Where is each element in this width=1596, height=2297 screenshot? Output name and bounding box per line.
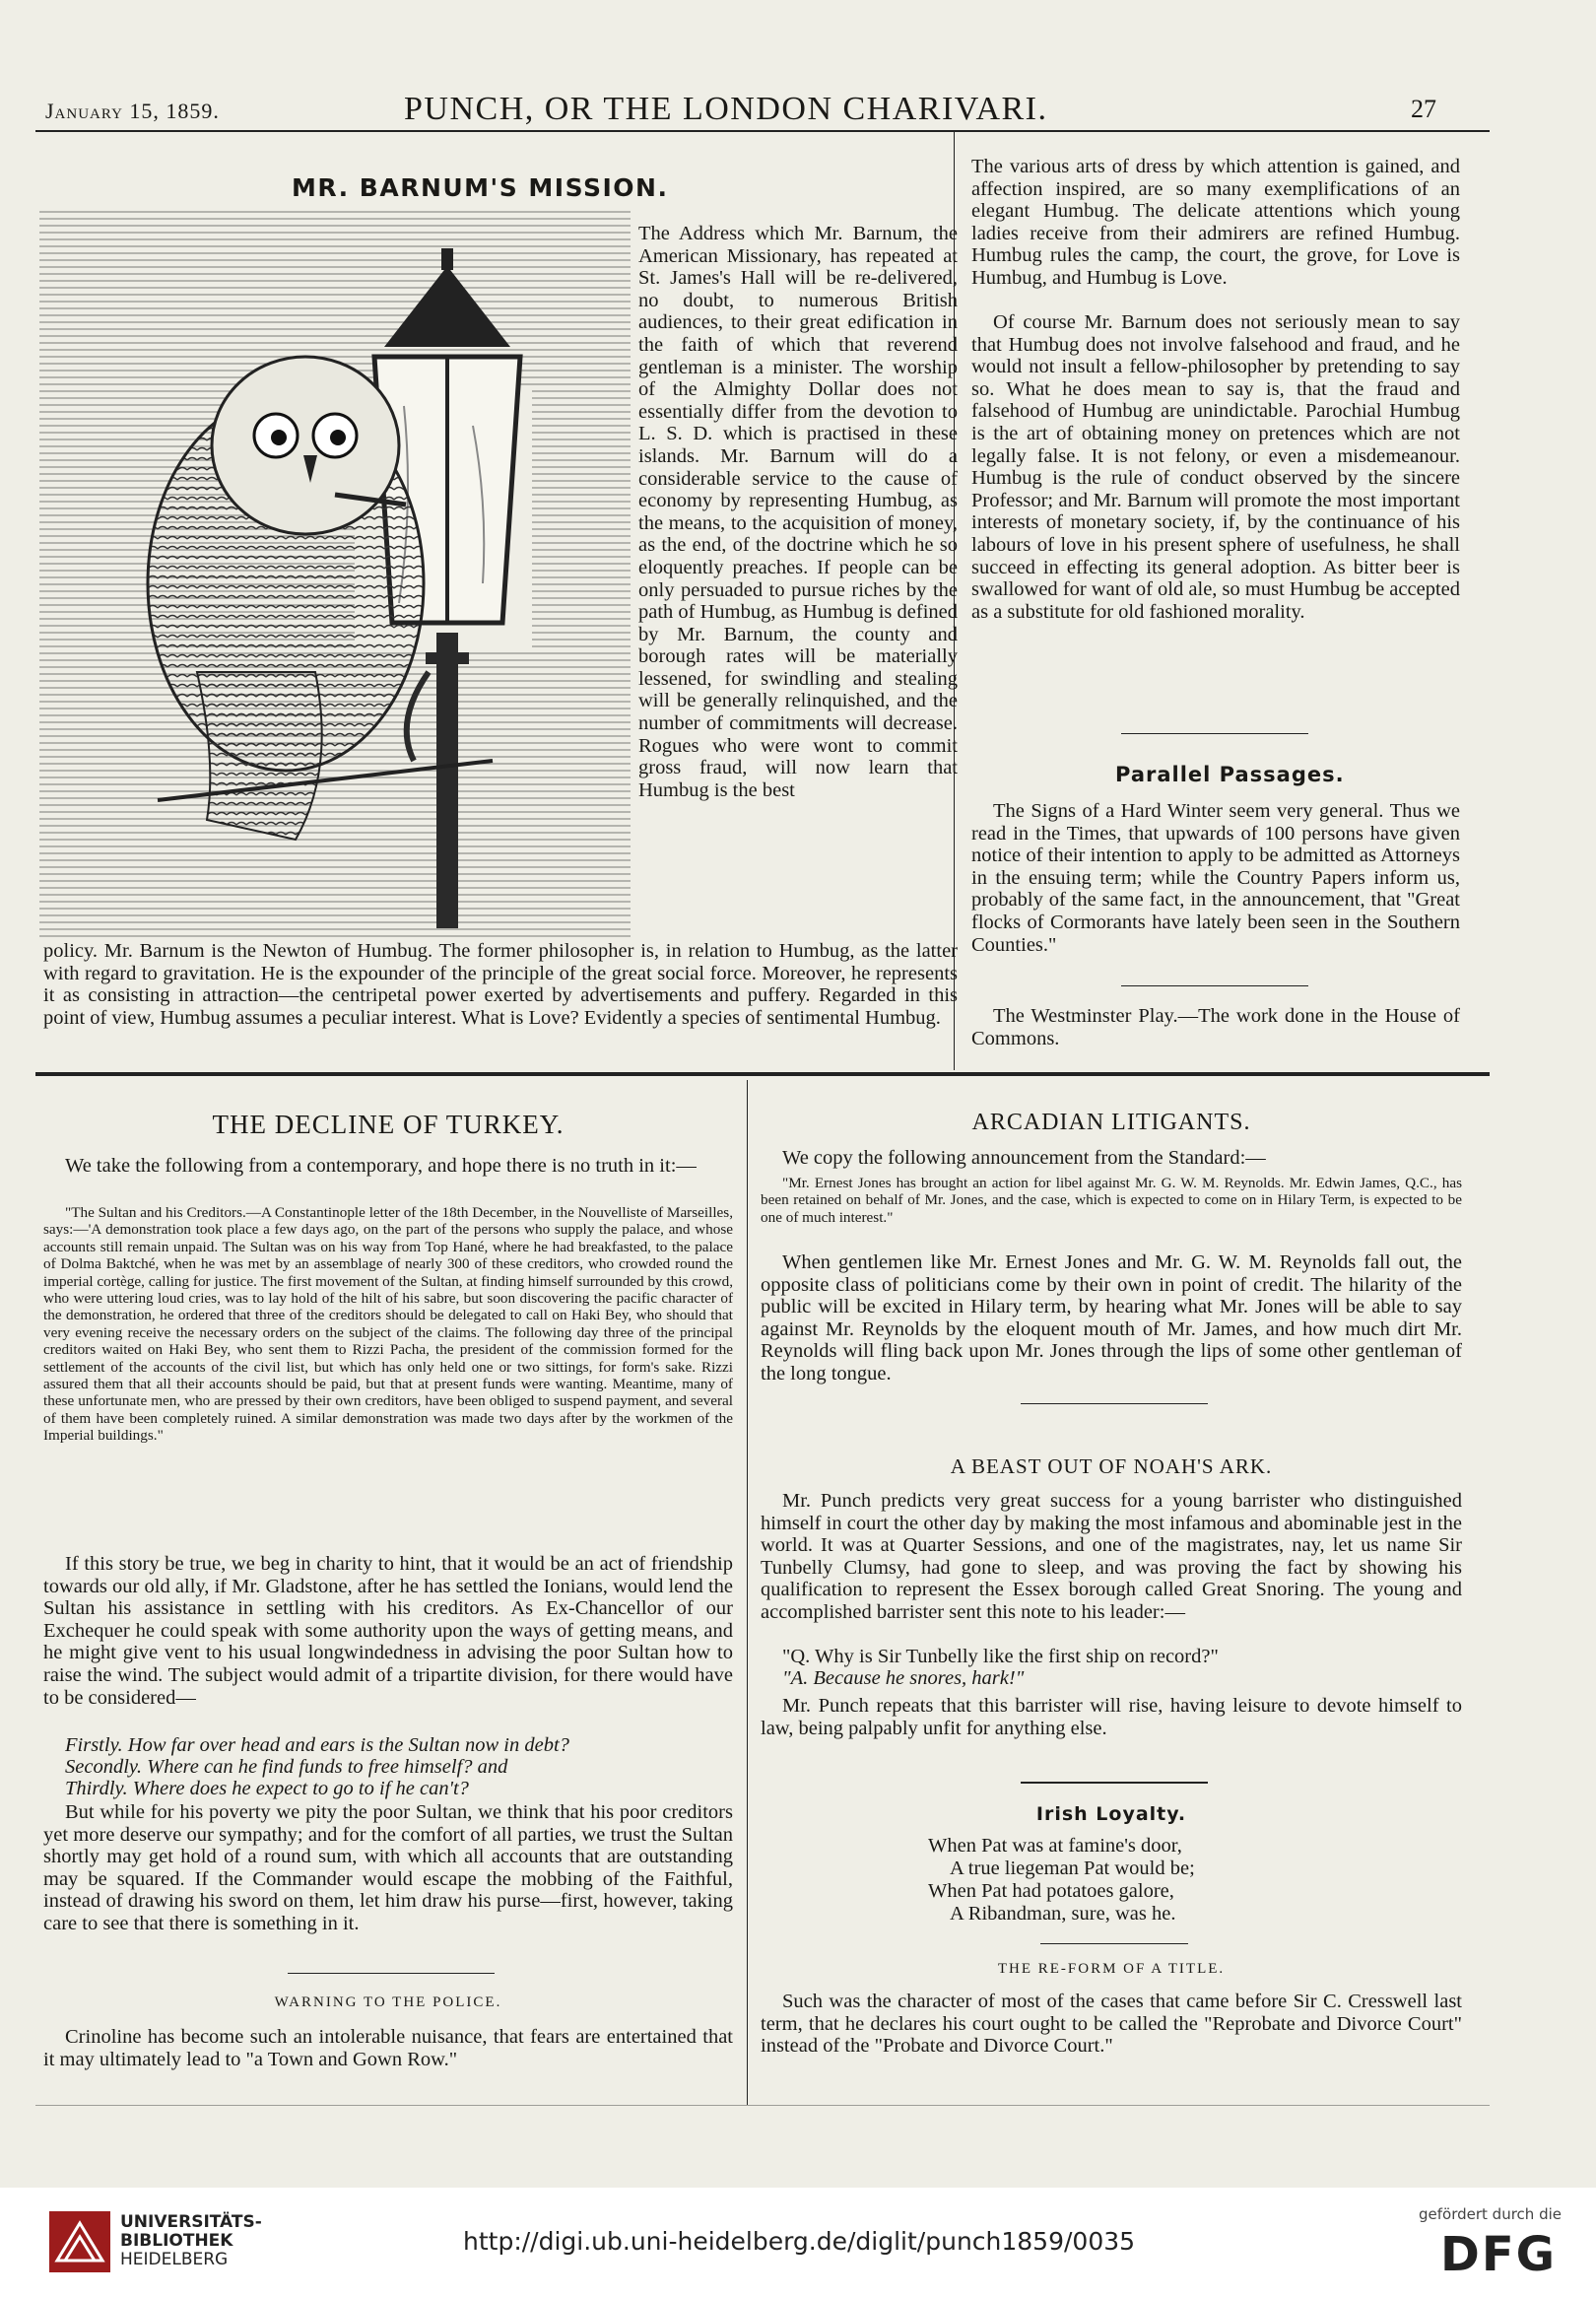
turkey-quote: "The Sultan and his Creditors.—A Constantinople letter of the 18th December, in the Nouvelliste of Marseilles, says:—'A demonstration took place a few days ago, on the part of the persons who supply the palace, and whose accounts still remain unpaid. The Sultan was on his way from Top Hané, where he had breakfasted, to the palace of Dolma Baktché, when he was met by an assemblage of nearly 300 of these creditors, who crowded round the imperial cortège, calling for justice. The first movement of the Sultan, at finding himself surrounded by this crowd, who were uttering loud cries, was to lay hold of the hilt of his sabre, but soon discovering the pacific character of the demonstration, he ordered that three of the creditors should be delegated to call on Haki Bey, who should that very evening receive the necessary orders on the subject of the claims. The following day three of the principal creditors waited on Haki Bey, who sent them to Rizzi Pacha, the president of the commission formed for the settlement of the accounts of the civil list, but which has only held one or two sittings, for form's sake. Rizzi assured them that all their accounts should be paid, but that at present funds were wanting. Meantime, many of these unfortunate men, who are pressed by their own creditors, have been obliged to suspend payment, and several of them have been completely ruined. A similar demonstration was made two days after by the workmen of the Imperial buildings." bbox=[43, 1204, 733, 1445]
poem-line: A Ribandman, sure, was he. bbox=[950, 1903, 1176, 1925]
arcadian-text: When gentlemen like Mr. Ernest Jones and Mr. G. W. M. Reynolds fall out, the opposite class of politicians come by their own in point of credit. The hilarity of the public will be excited in Hilary term, by hearing what Mr. Jones will be able to say against Mr. Reynolds by the eloquent mouth of Mr. James, and how much dirt Mr. Reynolds will fling back upon Mr. Jones through the lips of some other gentleman of the long tongue. bbox=[761, 1251, 1462, 1385]
beast-answer: "A. Because he snores, hark!" bbox=[782, 1667, 1025, 1689]
turkey-intro: We take the following from a contemporary, and hope there is no truth in it:— bbox=[65, 1155, 697, 1177]
westminster-play: The Westminster Play.—The work done in the House of Commons. bbox=[971, 1005, 1460, 1049]
turkey-heading: THE DECLINE OF TURKEY. bbox=[212, 1110, 565, 1139]
masthead-title: PUNCH, OR THE LONDON CHARIVARI. bbox=[404, 91, 1048, 127]
beast-heading: A BEAST OUT OF NOAH'S ARK. bbox=[950, 1454, 1273, 1478]
poem-line: When Pat was at famine's door, bbox=[928, 1835, 1182, 1857]
source-url-link[interactable]: http://digi.ub.uni-heidelberg.de/diglit/punch1859/0035 bbox=[463, 2227, 1136, 2256]
parallel-passages-text: The Signs of a Hard Winter seem very general. Thus we read in the Times, that upwards of 100 persons have given notice of their intention to apply to be admitted as Attorneys in the ensuing term; while the Country Papers inform us, probably of the same fact, in the announcement, that "Great flocks of Cormorants have lately been seen in the Southern Counties." bbox=[971, 800, 1460, 956]
footer-bar bbox=[0, 2188, 1596, 2297]
reform-text: Such was the character of most of the cases that came before Sir C. Cresswell last term, that he declares his court ought to be called the "Reprobate and Divorce Court" instead of the "Probate and Divorce Court." bbox=[761, 1991, 1462, 2058]
turkey-para2: But while for his poverty we pity the poor Sultan, we think that his poor creditors yet more deserve our sympathy; and for the comfort of all parties, we trust the Sultan shortly may get hold of a round sum, with which all accounts that are outstanding may be squared. If the Commander would escape the mobbing of the Faithful, instead of drawing his sword on them, let him draw his purse—first, however, taking care to see that there is something in it. bbox=[43, 1801, 733, 1934]
beast-para1: Mr. Punch predicts very great success for a young barrister who distinguished himself in court the other day by making the most infamous and abominable jest in the world. It was at Quarter Sessions, and one of the magistrates, nay, let us name Sir Tunbelly Clumsy, had gone to sleep, and was proving the fact by showing his qualification to represent the Essex borough called Great Snoring. The young and accomplished barrister sent this note to his leader:— bbox=[761, 1490, 1462, 1623]
arcadian-quote: "Mr. Ernest Jones has brought an action for libel against Mr. G. W. M. Reynolds. Mr. Edwin James, Q.C., has been retained on behalf of Mr. Jones, and the case, which is expected to come on in Hilary Term, is expected to be one of much interest." bbox=[761, 1175, 1462, 1226]
poem-line: A true liegeman Pat would be; bbox=[950, 1858, 1195, 1879]
turkey-thirdly: Thirdly. Where does he expect to go to if he can't? bbox=[65, 1778, 469, 1799]
bottom-rule bbox=[35, 2105, 1490, 2106]
section-rule-5 bbox=[1021, 1782, 1208, 1784]
beast-question: "Q. Why is Sir Tunbelly like the first ship on record?" bbox=[782, 1646, 1219, 1667]
section-rule-6 bbox=[1040, 1943, 1188, 1944]
issue-date: January 15, 1859. bbox=[45, 99, 220, 123]
warning-text: Crinoline has become such an intolerable nuisance, that fears are entertained that it may ultimately lead to "a Town and Gown Row." bbox=[43, 2026, 733, 2070]
owl-lantern-illustration bbox=[39, 209, 631, 950]
column-divider-bottom bbox=[747, 1080, 748, 2105]
barnum-continued-para2: Of course Mr. Barnum does not seriously mean to say that Humbug does not involve falsehood and fraud, and he would not insult a fellow-philosopher by pretending to say so. What he does mean to say is, that the fraud and falsehood of Humbug are unindictable. Parochial Humbug is the art of obtaining money on pretences which are not legally false. It is not felony, or even a misdemeanour. Humbug is the rule of conduct observed by the sincere Professor; and Mr. Barnum will promote the most important interests of monetary society, if, by the continuance of his labours of love in his present sphere of usefulness, he shall succeed in effecting its general adoption. As bitter beer is swallowed for want of old ale, so must Humbug be accepted as a substitute for old fashioned morality. bbox=[971, 311, 1460, 623]
library-line: HEIDELBERG bbox=[120, 2250, 229, 2269]
section-double-rule bbox=[35, 1072, 1490, 1076]
barnum-continued-para1: The various arts of dress by which attention is gained, and affection inspired, are so many exemplifications of an elegant Humbug. The delicate attentions which young ladies receive from their admirers are refined Humbug. Humbug rules the camp, the court, the grove, for Love is Humbug, and Humbug is Love. bbox=[971, 156, 1460, 289]
irish-poem bbox=[928, 1835, 1195, 1925]
arcadian-intro: We copy the following announcement from the Standard:— bbox=[782, 1147, 1266, 1169]
barnum-text-beside-image: The Address which Mr. Barnum, the American Missionary, has repeated at St. James's Hall will be re-delivered, no doubt, to numerous British audiences, to their great edification in the faith of which that reverend gentleman is a minister. The worship of the Almighty Dollar does not essentially differ from the devotion to L. S. D. which is practised in these islands. Mr. Barnum will do a considerable service to the cause of economy by representing Humbug, as the means, to the acquisition of money, as the end, of the doctrine which he so eloquently preaches. If people can be only persuaded to pursue riches by the path of Humbug, as Humbug is defined by Mr. Barnum, the county and borough rates will be materially lessened, for swindling and stealing will be generally relinquished, and the number of commitments will decrease. Rogues who were wont to commit gross fraud, will now learn that Humbug is the best bbox=[638, 223, 958, 801]
library-name bbox=[120, 2213, 262, 2269]
warning-heading: WARNING TO THE POLICE. bbox=[274, 1994, 502, 2010]
library-line: UNIVERSITÄTS- bbox=[120, 2212, 262, 2232]
barnum-text-full-width: policy. Mr. Barnum is the Newton of Humbug. The former philosopher is, in relation to Humbug, as the latter with regard to gravitation. He is the expounder of the principle of the great social force. Moreover, he represents it as consisting in attraction—the centripetal power exerted by advertisements and puffery. Regarded in this point of view, Humbug assumes a peculiar interest. What is Love? Evidently a species of sentimental Humbug. bbox=[43, 940, 958, 1029]
section-rule-3 bbox=[288, 1973, 495, 1974]
library-line: BIBLIOTHEK bbox=[120, 2231, 233, 2251]
poem-line: When Pat had potatoes galore, bbox=[928, 1880, 1174, 1902]
parallel-passages-heading: Parallel Passages. bbox=[1115, 763, 1345, 786]
turkey-firstly: Firstly. How far over head and ears is the Sultan now in debt? bbox=[65, 1734, 569, 1756]
funding-note: gefördert durch die bbox=[1419, 2205, 1562, 2223]
page-number: 27 bbox=[1411, 95, 1436, 123]
reform-heading: THE RE-FORM OF A TITLE. bbox=[997, 1961, 1226, 1977]
university-seal-icon bbox=[49, 2211, 110, 2272]
section-rule-2 bbox=[1121, 985, 1308, 986]
irish-heading: Irish Loyalty. bbox=[1035, 1803, 1187, 1825]
dfg-logo: DFG bbox=[1440, 2227, 1558, 2282]
turkey-para1: If this story be true, we beg in charity to hint, that it would be an act of friendship towards our old ally, if Mr. Gladstone, after he has settled the Ionians, would lend the Sultan his assistance in settling with his creditors. As Ex-Chancellor of our Exchequer he could speak with some authority upon the ways of getting means, and he might give vent to his usual longwindedness in advising the poor Sultan how to raise the wind. The subject would admit of a tripartite division, for there would have to be considered— bbox=[43, 1553, 733, 1709]
beast-para2: Mr. Punch repeats that this barrister will rise, having leisure to devote himself to law, being palpably unfit for anything else. bbox=[761, 1695, 1462, 1739]
arcadian-heading: ARCADIAN LITIGANTS. bbox=[971, 1110, 1251, 1135]
header-rule bbox=[35, 130, 1490, 132]
section-rule bbox=[1121, 733, 1308, 734]
section-rule-4 bbox=[1021, 1403, 1208, 1404]
barnum-heading: MR. BARNUM'S MISSION. bbox=[292, 173, 669, 202]
turkey-secondly: Secondly. Where can he find funds to free himself? and bbox=[65, 1756, 508, 1778]
